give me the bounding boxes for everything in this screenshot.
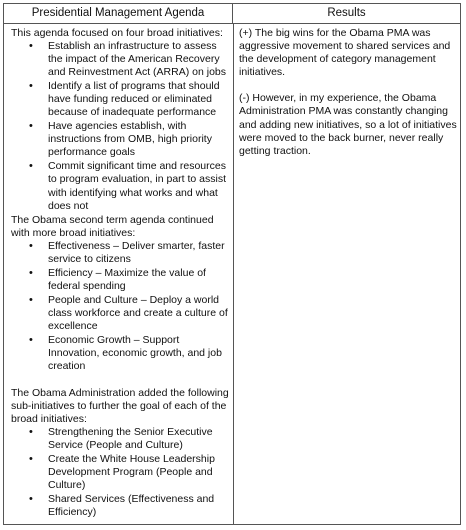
- spacer: [239, 79, 457, 92]
- list-item: • Economic Growth – Support Innovation, economic growth, and job creation: [48, 334, 230, 373]
- broad-initiatives-list: [11, 40, 230, 213]
- list-item: • Establish an infrastructure to assess the impact of the American Recovery and Reinvestment Act (ARRA) on jobs: [48, 40, 230, 79]
- results-cell: [239, 27, 457, 158]
- list-item: • Have agencies establish, with instructions from OMB, high priority performance goals: [48, 120, 230, 159]
- list-item: • Effectiveness – Deliver smarter, faster service to citizens: [48, 240, 230, 266]
- header-results: Results: [233, 4, 460, 24]
- header-presidential-management-agenda: Presidential Management Agenda: [4, 4, 233, 24]
- second-term-intro: The Obama second term agenda continued with more broad initiatives:: [11, 213, 214, 239]
- list-item: • Strengthening the Senior Executive Service (People and Culture): [48, 426, 230, 452]
- spacer: [11, 374, 230, 387]
- column-divider: [233, 24, 234, 524]
- agenda-cell: [11, 27, 230, 520]
- second-term-initiatives-list: [11, 240, 230, 373]
- list-item: • Identify a list of programs that should have funding reduced or eliminated because of inadequate performance: [48, 80, 230, 119]
- agenda-intro: This agenda focused on four broad initiatives:: [11, 27, 223, 39]
- list-item: • Efficiency – Maximize the value of federal spending: [48, 267, 230, 293]
- list-item: • Create the White House Leadership Development Program (People and Culture): [48, 453, 230, 492]
- sub-initiatives-intro: The Obama Administration added the following sub-initiatives to further the goal of each of the broad initiatives:: [11, 386, 229, 425]
- pma-results-table: [3, 3, 461, 525]
- list-item: • People and Culture – Deploy a world class workforce and create a culture of excellence: [48, 294, 230, 333]
- results-positive: (+) The big wins for the Obama PMA was aggressive movement to shared services and the development of category management initiatives.: [239, 27, 451, 79]
- sub-initiatives-list: [11, 426, 230, 519]
- results-negative: (-) However, in my experience, the Obama Administration PMA was constantly changing and adding new initiatives, so a lot of initiatives were moved to the back burner, never really getting traction.: [239, 92, 457, 157]
- list-item: • Shared Services (Effectiveness and Efficiency): [48, 493, 230, 519]
- list-item: • Commit significant time and resources to program evaluation, in part to assist with identifying what works and what does not: [48, 160, 230, 212]
